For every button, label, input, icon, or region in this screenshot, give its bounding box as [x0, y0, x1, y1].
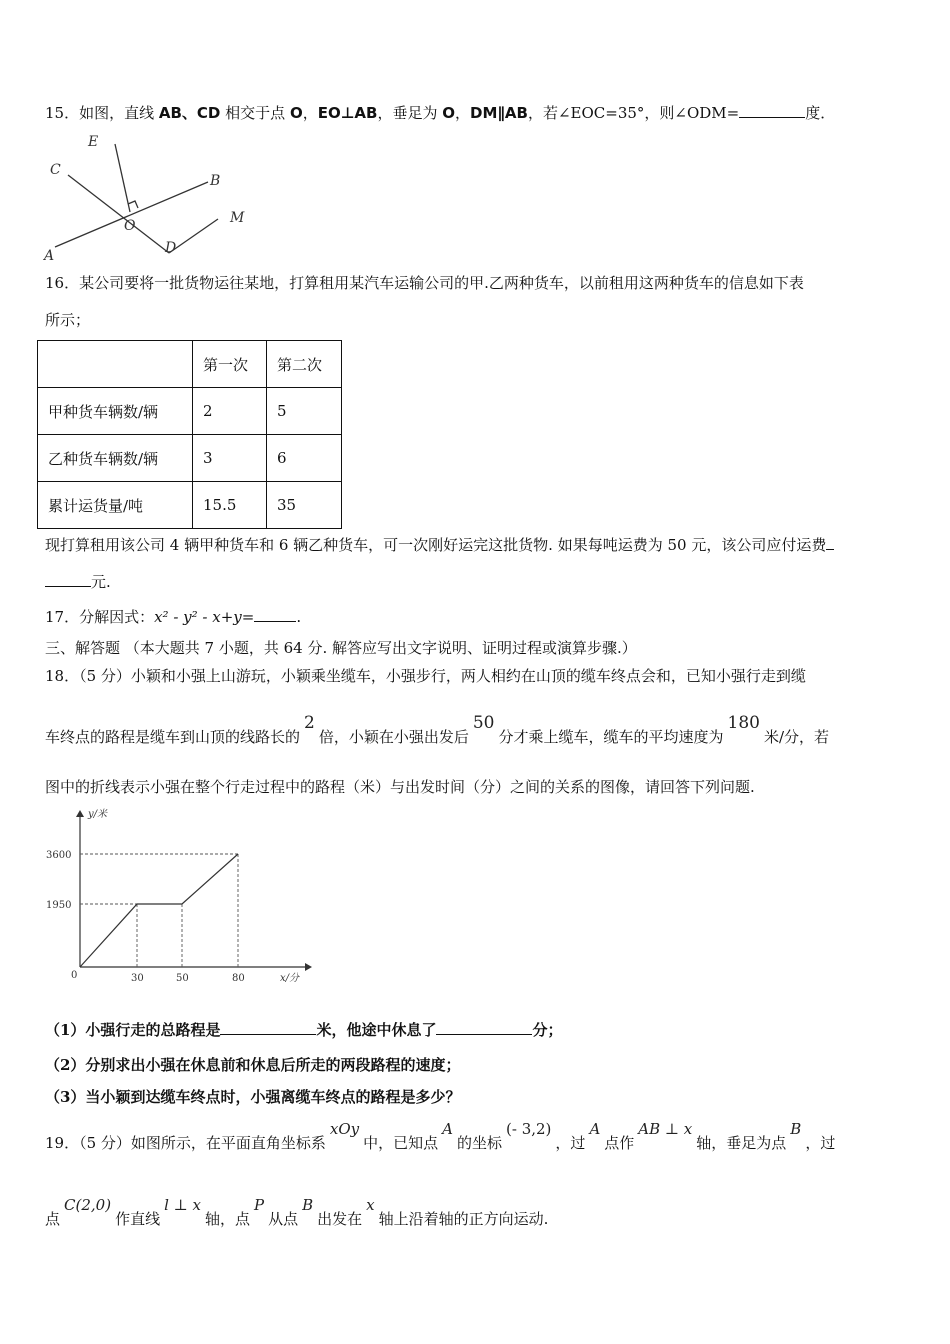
math: x — [366, 1196, 375, 1214]
table-row — [38, 388, 342, 435]
geometry-figure — [40, 130, 270, 265]
text: DM∥AB — [470, 104, 528, 122]
text: 轴，点 — [204, 1210, 250, 1228]
text: . — [296, 608, 302, 626]
distance-time-graph — [40, 805, 320, 990]
math: A — [442, 1120, 453, 1138]
math: AB ⊥ x — [638, 1120, 693, 1138]
line-ab — [55, 182, 208, 247]
label-b: B — [210, 173, 221, 189]
question-19-line2 — [45, 1196, 549, 1229]
math: B — [302, 1196, 314, 1214]
table-cell: 累计运货量/吨 — [38, 482, 193, 529]
text: 从点 — [268, 1210, 299, 1228]
answer-blank — [739, 103, 805, 118]
text: 点 — [45, 1210, 61, 1228]
y-tick-label: 3600 — [46, 850, 72, 861]
label-o: O — [124, 218, 136, 234]
question-18-sub1 — [45, 1020, 562, 1040]
math: A — [589, 1120, 601, 1138]
line-eo — [115, 144, 130, 212]
text: ，过 — [805, 1134, 836, 1152]
y-axis-arrow — [76, 810, 84, 817]
label-e: E — [88, 134, 99, 150]
table-row — [38, 482, 342, 529]
text: 倍，小颖在小强出发后 — [318, 728, 469, 746]
text: 米，他途中休息了 — [316, 1021, 437, 1039]
question-18-line2 — [45, 713, 830, 747]
question-18-sub3: （3）当小颖到达缆车终点时，小强离缆车终点的路程是多少？ — [45, 1088, 461, 1106]
math-expression: x² - y² - x+y= — [154, 608, 255, 626]
text: 如图，直线 — [79, 104, 159, 122]
text: EO⊥AB — [317, 104, 378, 122]
answer-blank — [220, 1020, 316, 1035]
question-16-para1 — [45, 535, 834, 555]
table-header: 第一次 — [193, 341, 267, 388]
question-16-line2: 所示； — [45, 311, 91, 329]
answer-blank — [436, 1020, 532, 1035]
text: O — [289, 104, 303, 122]
x-tick-label: 50 — [176, 973, 189, 984]
label-a: A — [44, 248, 55, 264]
truck-info-table — [37, 340, 342, 529]
math-number: 180 — [727, 713, 760, 733]
text: ，过 — [555, 1134, 586, 1152]
text: 19．（5 分）如图所示，在平面直角坐标系 — [45, 1134, 326, 1152]
table-cell: 3 — [193, 435, 267, 482]
distance-polyline — [80, 854, 238, 967]
origin-label: 0 — [71, 970, 78, 981]
y-axis-label: y/米 — [88, 809, 108, 820]
y-tick-label: 1950 — [46, 900, 72, 911]
question-15 — [45, 103, 835, 123]
label-d: D — [165, 240, 177, 256]
table-row — [38, 435, 342, 482]
text: 现打算租用该公司 4 辆甲种货车和 6 辆乙种货车，可一次刚好运完这批货物. 如果每吨运费为 50 元，该公司应付运费 — [45, 536, 827, 554]
text: 17．分解因式： — [45, 608, 155, 626]
label-m: M — [230, 210, 245, 226]
text: 中，已知点 — [363, 1134, 439, 1152]
question-16-para2 — [45, 572, 111, 592]
table-header: 第二次 — [267, 341, 342, 388]
text: 的坐标 — [457, 1134, 503, 1152]
answer-blank — [254, 607, 296, 622]
text: ，若∠EOC=35°，则∠ODM= — [527, 104, 740, 122]
text: 分； — [532, 1021, 563, 1039]
q-number: 15． — [45, 104, 80, 122]
text: 作直线 — [115, 1210, 161, 1228]
text: 分才乘上缆车，缆车的平均速度为 — [498, 728, 724, 746]
question-16-line1: 16．某公司要将一批货物运往某地，打算租用某汽车运输公司的甲.乙两种货车，以前租用这两种货车的信息如下表 — [45, 274, 804, 292]
text: O — [442, 104, 456, 122]
question-18-sub2: （2）分别求出小强在休息前和休息后所走的两段路程的速度； — [45, 1056, 461, 1074]
text: 车终点的路程是缆车到山顶的线路长的 — [45, 728, 301, 746]
text: ， — [302, 104, 318, 122]
text: ， — [455, 104, 471, 122]
text: 元. — [91, 573, 111, 591]
text: 米/分，若 — [763, 728, 830, 746]
text: 轴，垂足为点 — [696, 1134, 787, 1152]
table-cell: 甲种货车辆数/辆 — [38, 388, 193, 435]
table-cell: 2 — [193, 388, 267, 435]
math-number: 50 — [472, 713, 495, 733]
x-tick-label: 80 — [232, 973, 245, 984]
table-header — [38, 341, 193, 388]
text: ，垂足为 — [377, 104, 443, 122]
math-number: 2 — [304, 713, 315, 733]
line-cd — [68, 175, 169, 253]
answer-blank — [826, 535, 834, 550]
x-tick-label: 30 — [131, 973, 144, 984]
text: AB、CD — [158, 104, 221, 122]
math: P — [254, 1196, 265, 1214]
table-cell: 5 — [267, 388, 342, 435]
math: (- 3,2) — [506, 1120, 552, 1138]
text: （1）小强行走的总路程是 — [45, 1021, 221, 1039]
x-axis-arrow — [305, 963, 312, 971]
question-17 — [45, 607, 301, 627]
text: 相交于点 — [220, 104, 290, 122]
table-cell: 15.5 — [193, 482, 267, 529]
x-axis-label: x/分 — [280, 973, 300, 984]
line-dm — [169, 219, 218, 253]
question-18-line1: 18．（5 分）小颖和小强上山游玩，小颖乘坐缆车，小强步行，两人相约在山顶的缆车终点会和，已知小强行走到缆 — [45, 667, 806, 685]
text: 出发在 — [317, 1210, 363, 1228]
label-c: C — [50, 162, 61, 178]
math: B — [790, 1120, 802, 1138]
math: xOy — [329, 1120, 360, 1138]
answer-blank — [45, 572, 91, 587]
math: l ⊥ x — [164, 1196, 201, 1214]
section-heading: 三、解答题 （本大题共 7 小题，共 64 分. 解答应写出文字说明、证明过程或演算步骤.） — [45, 639, 637, 657]
table-cell: 6 — [267, 435, 342, 482]
text: 度． — [805, 104, 836, 122]
question-18-line3: 图中的折线表示小强在整个行走过程中的路程（米）与出发时间（分）之间的关系的图像，请回答下列问题. — [45, 778, 755, 796]
table-cell: 35 — [267, 482, 342, 529]
text: 轴上沿着轴的正方向运动. — [378, 1210, 549, 1228]
math: C(2,0) — [64, 1196, 112, 1214]
text: 点作 — [604, 1134, 635, 1152]
question-19-line1 — [45, 1120, 836, 1153]
table-header-row — [38, 341, 342, 388]
table-cell: 乙种货车辆数/辆 — [38, 435, 193, 482]
